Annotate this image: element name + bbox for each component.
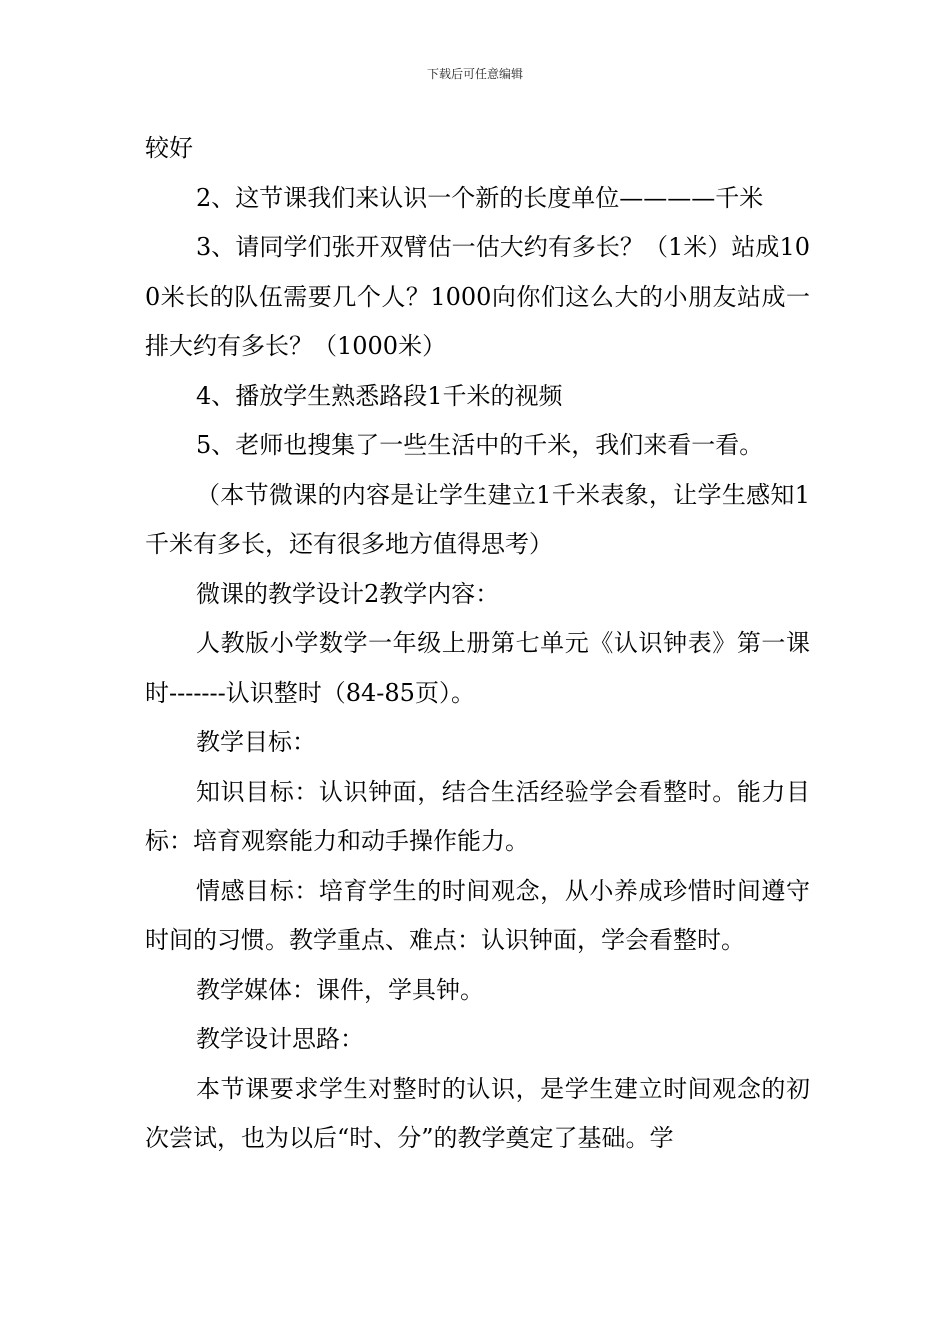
paragraph-12: 教学媒体：课件，学具钟。	[196, 975, 484, 1004]
paragraph-11: 情感目标：培育学生的时间观念，从小养成珍惜时间遵守时间的习惯。教学重点、难点：认识钟面，学会看整时。	[145, 876, 810, 954]
paragraph-7: 微课的教学设计2教学内容：	[196, 579, 500, 608]
page-header: 下载后可任意编辑	[426, 67, 523, 81]
paragraph-9: 教学目标：	[196, 728, 316, 756]
document-body	[145, 124, 810, 1164]
paragraph-3: 3、请同学们张开双臂估一估大约有多长？（1米）站成100米长的队伍需要几个人？1000向你们这么大的小朋友站成一排大约有多长？（1000米）	[145, 233, 810, 360]
paragraph-10: 知识目标：认识钟面，结合生活经验学会看整时。能力目标：培育观察能力和动手操作能力。	[145, 777, 810, 855]
paragraph-4: 4、播放学生熟悉路段1千米的视频	[196, 381, 563, 410]
paragraph-8: 人教版小学数学一年级上册第七单元《认识钟表》第一课时-------认识整时（84-85页）。	[145, 629, 810, 707]
paragraph-13: 教学设计思路：	[196, 1025, 364, 1053]
paragraph-1: 较好	[145, 134, 193, 162]
paragraph-6: （本节微课的内容是让学生建立1千米表象，让学生感知1千米有多长，还有很多地方值得思考）	[145, 480, 810, 558]
paragraph-14: 本节课要求学生对整时的认识，是学生建立时间观念的初次尝试，也为以后“时、分”的教学奠定了基础。学	[145, 1074, 810, 1152]
paragraph-2: 2、这节课我们来认识一个新的长度单位————千米	[196, 183, 764, 212]
paragraph-5: 5、老师也搜集了一些生活中的千米，我们来看一看。	[196, 431, 764, 459]
